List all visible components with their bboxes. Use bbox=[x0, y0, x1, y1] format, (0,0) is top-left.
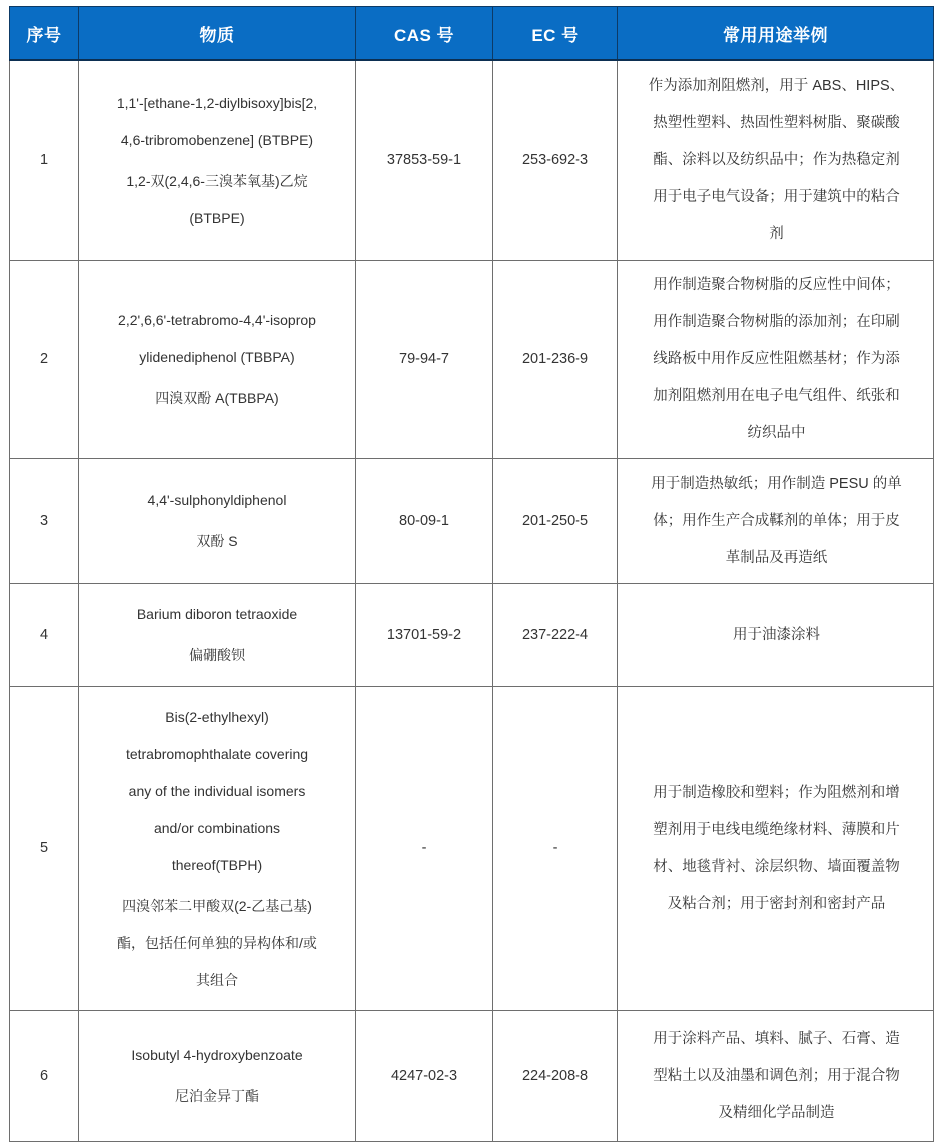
row-number-cell: 1 bbox=[10, 60, 79, 261]
uses-line: 及粘合剂；用于密封剂和密封产品 bbox=[667, 895, 886, 912]
uses-line: 用作制造聚合物树脂的添加剂；在印刷 bbox=[653, 314, 900, 330]
substance-en-line: Isobutyl 4-hydroxybenzoate bbox=[131, 1047, 303, 1063]
substance-en-line: tetrabromophthalate covering bbox=[125, 745, 309, 762]
uses-line: 酯、涂料以及纺织品中；作为热稳定剂 bbox=[653, 152, 900, 168]
row-number-cell: 4 bbox=[10, 584, 79, 687]
substance-en-line: 4,6-tribromobenzene] (BTBPE) bbox=[120, 131, 314, 148]
substance-en-line: 4,4'-sulphonyldiphenol bbox=[147, 492, 287, 508]
header-row bbox=[10, 7, 934, 61]
uses-cell bbox=[618, 687, 934, 1011]
uses-line: 纺织品中 bbox=[747, 425, 806, 441]
uses-line: 剂 bbox=[769, 226, 784, 242]
substance-cell bbox=[79, 60, 356, 261]
uses-line: 热塑性塑料、热固性塑料树脂、聚碳酸 bbox=[653, 115, 900, 131]
uses-line: 型粘土以及油墨和调色剂；用于混合物 bbox=[653, 1067, 900, 1084]
substance-cell bbox=[79, 1011, 356, 1142]
ec-number-cell: - bbox=[493, 687, 618, 1011]
substance-cn-line: (BTBPE) bbox=[189, 209, 245, 226]
uses-line: 用于油漆涂料 bbox=[733, 626, 820, 643]
table-header bbox=[10, 7, 934, 61]
substance-cn-line: 四溴邻苯二甲酸双(2-乙基己基) bbox=[122, 897, 312, 914]
substance-en-line: 1,1'-[ethane-1,2-diylbisoxy]bis[2, bbox=[116, 94, 318, 111]
substance-cell bbox=[79, 687, 356, 1011]
uses-line: 用于制造热敏纸；用作制造 PESU 的单 bbox=[651, 475, 902, 492]
cas-number-cell: 80-09-1 bbox=[356, 459, 493, 584]
uses-line: 体；用作生产合成鞣剂的单体；用于皮 bbox=[653, 512, 900, 529]
substance-cell bbox=[79, 584, 356, 687]
cas-number-cell: 37853-59-1 bbox=[356, 60, 493, 261]
table-row bbox=[10, 459, 934, 584]
ec-number-cell: 224-208-8 bbox=[493, 1011, 618, 1142]
substance-cn-line: 1,2-双(2,4,6-三溴苯氧基)乙烷 bbox=[126, 172, 308, 189]
uses-cell bbox=[618, 584, 934, 687]
ec-number-cell: 253-692-3 bbox=[493, 60, 618, 261]
table-row bbox=[10, 60, 934, 261]
uses-line: 加剂阻燃剂用在电子电气组件、纸张和 bbox=[653, 388, 900, 404]
substance-en-line: and/or combinations bbox=[153, 819, 281, 836]
substance-en-line: 2,2',6,6'-tetrabromo-4,4'-isoprop bbox=[118, 312, 316, 328]
uses-line: 线路板中用作反应性阻燃基材；作为添 bbox=[653, 351, 900, 367]
uses-line: 作为添加剂阻燃剂，用于 ABS、HIPS、 bbox=[648, 78, 905, 94]
row-number-cell: 6 bbox=[10, 1011, 79, 1142]
substance-chinese-name bbox=[89, 163, 345, 237]
uses-line: 革制品及再造纸 bbox=[725, 549, 828, 566]
table-row bbox=[10, 261, 934, 459]
substance-english-name bbox=[89, 699, 345, 884]
cas-number-cell: 79-94-7 bbox=[356, 261, 493, 459]
substance-chinese-name bbox=[89, 1078, 345, 1115]
substance-en-line: thereof(TBPH) bbox=[171, 856, 263, 873]
ec-number-cell: 237-222-4 bbox=[493, 584, 618, 687]
header-no: 序号 bbox=[10, 7, 79, 61]
uses-line: 用于电子电气设备；用于建筑中的粘合 bbox=[653, 189, 900, 205]
substance-cn-line: 其组合 bbox=[196, 971, 238, 988]
uses-cell bbox=[618, 261, 934, 459]
substance-en-line: Barium diboron tetraoxide bbox=[136, 606, 298, 622]
row-number-cell: 5 bbox=[10, 687, 79, 1011]
substance-cn-line: 四溴双酚 A(TBBPA) bbox=[155, 390, 279, 406]
uses-cell bbox=[618, 1011, 934, 1142]
substance-english-name bbox=[89, 85, 345, 159]
table-row bbox=[10, 584, 934, 687]
substance-cn-line: 尼泊金异丁酯 bbox=[175, 1088, 259, 1104]
substance-chinese-name bbox=[89, 523, 345, 560]
substance-en-line: ylidenediphenol (TBBPA) bbox=[139, 349, 295, 365]
substance-cell bbox=[79, 261, 356, 459]
cas-number-cell: 13701-59-2 bbox=[356, 584, 493, 687]
header-uses: 常用用途举例 bbox=[618, 7, 934, 61]
cas-number-cell: 4247-02-3 bbox=[356, 1011, 493, 1142]
substance-english-name bbox=[89, 482, 345, 519]
cas-number-cell: - bbox=[356, 687, 493, 1011]
substance-english-name bbox=[89, 302, 345, 376]
uses-line: 用作制造聚合物树脂的反应性中间体； bbox=[653, 277, 900, 293]
uses-line: 塑剂用于电线电缆绝缘材料、薄膜和片 bbox=[653, 821, 900, 838]
substance-chinese-name bbox=[89, 380, 345, 417]
uses-line: 用于制造橡胶和塑料；作为阻燃剂和增 bbox=[653, 784, 900, 801]
header-cas: CAS 号 bbox=[356, 7, 493, 61]
uses-cell bbox=[618, 60, 934, 261]
substance-en-line: Bis(2-ethylhexyl) bbox=[165, 708, 269, 725]
substance-english-name bbox=[89, 596, 345, 633]
table-row bbox=[10, 1011, 934, 1142]
header-ec: EC 号 bbox=[493, 7, 618, 61]
row-number-cell: 3 bbox=[10, 459, 79, 584]
substance-cn-line: 双酚 S bbox=[196, 533, 238, 549]
header-substance: 物质 bbox=[79, 7, 356, 61]
substance-cell bbox=[79, 459, 356, 584]
table-body bbox=[10, 60, 934, 1142]
substance-english-name bbox=[89, 1037, 345, 1074]
substance-chinese-name bbox=[89, 637, 345, 674]
uses-line: 及精细化学品制造 bbox=[718, 1104, 835, 1121]
substance-chinese-name bbox=[89, 888, 345, 999]
uses-cell bbox=[618, 459, 934, 584]
substance-table bbox=[9, 6, 934, 1142]
table-row bbox=[10, 687, 934, 1011]
ec-number-cell: 201-236-9 bbox=[493, 261, 618, 459]
substance-en-line: any of the individual isomers bbox=[128, 782, 306, 799]
substance-cn-line: 酯，包括任何单独的异构体和/或 bbox=[117, 934, 317, 951]
uses-line: 材、地毯背衬、涂层织物、墙面覆盖物 bbox=[653, 858, 900, 875]
substance-cn-line: 偏硼酸钡 bbox=[189, 647, 245, 663]
ec-number-cell: 201-250-5 bbox=[493, 459, 618, 584]
substance-table-container bbox=[9, 6, 933, 1142]
uses-line: 用于涂料产品、填料、腻子、石膏、造 bbox=[653, 1030, 900, 1047]
row-number-cell: 2 bbox=[10, 261, 79, 459]
